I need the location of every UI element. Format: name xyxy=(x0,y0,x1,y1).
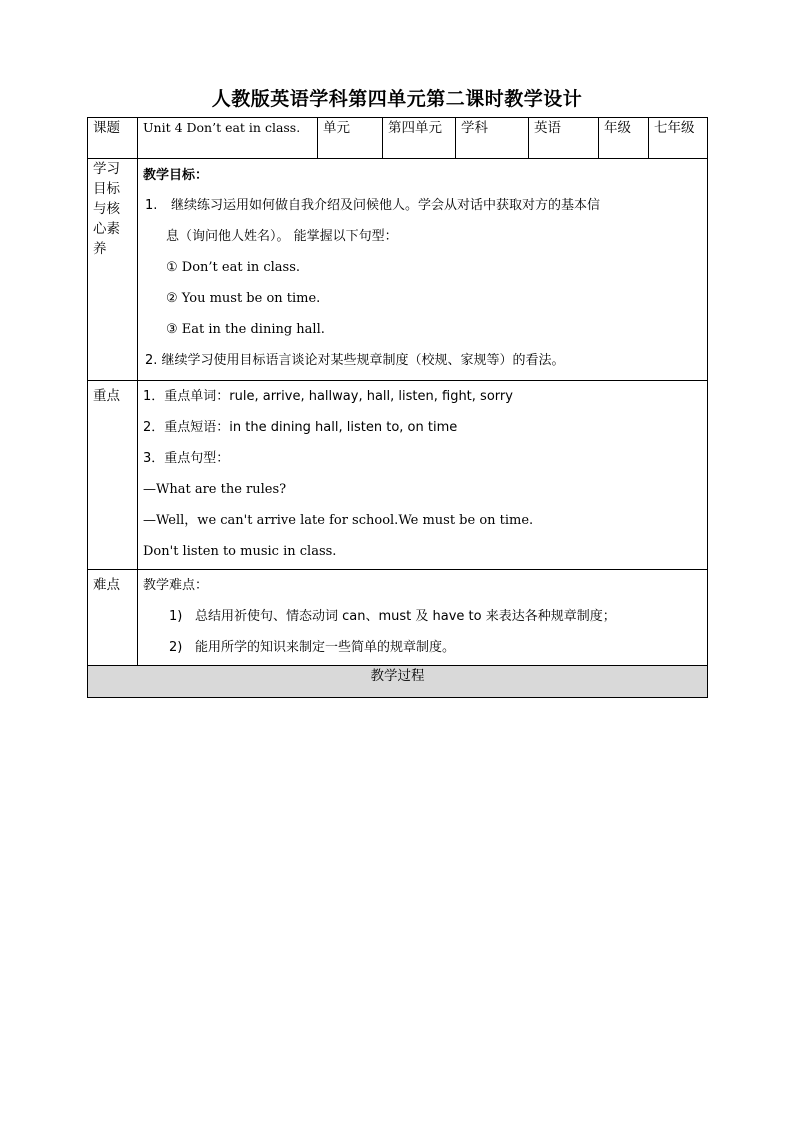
subject-label: 学科 xyxy=(456,118,529,159)
key-phrases: 2．重点短语：in the dining hall, listen to, on time xyxy=(143,420,458,435)
topic-value: Unit 4 Don’t eat in class. xyxy=(138,118,318,159)
target-sentence-2: ② You must be on time. xyxy=(166,291,321,306)
objective-item-1-number: 1. xyxy=(145,198,158,213)
key-points-label: 重点 xyxy=(88,381,138,570)
subject-value: 英语 xyxy=(529,118,599,159)
grade-value: 七年级 xyxy=(649,118,708,159)
objective-item-2: 2. 继续学习使用目标语言谈论对某些规章制度（校规、家规等）的看法。 xyxy=(145,353,565,368)
lesson-plan-table xyxy=(87,117,708,698)
key-points-row xyxy=(88,381,708,570)
header-row xyxy=(88,118,708,159)
key-sentence-3: Don't listen to music in class. xyxy=(143,544,337,559)
objective-item-1-line-2: 息（询问他人姓名）。 能掌握以下句型： xyxy=(166,229,398,244)
difficulties-content xyxy=(138,570,708,666)
difficulties-row xyxy=(88,570,708,666)
process-row xyxy=(88,666,708,698)
topic-label: 课题 xyxy=(88,118,138,159)
difficulties-label: 难点 xyxy=(88,570,138,666)
objectives-heading: 教学目标： xyxy=(143,168,209,183)
unit-label: 单元 xyxy=(318,118,383,159)
target-sentence-1: ① Don’t eat in class. xyxy=(166,260,301,275)
difficulties-heading: 教学难点： xyxy=(143,578,209,593)
difficulty-item-1: 1) 总结用祈使句、情态动词 can、must 及 have to 来表达各种规章制度； xyxy=(169,609,616,624)
target-sentence-3: ③ Eat in the dining hall. xyxy=(166,322,325,337)
difficulty-item-2: 2) 能用所学的知识来制定一些简单的规章制度。 xyxy=(169,640,456,655)
objectives-content xyxy=(138,159,708,381)
objectives-label: 学习目标与核心素养 xyxy=(88,159,138,381)
key-words: 1．重点单词：rule, arrive, hallway, hall, listen, fight, sorry xyxy=(143,389,513,404)
objectives-row xyxy=(88,159,708,381)
key-sentences-heading: 3．重点句型： xyxy=(143,451,230,466)
unit-value: 第四单元 xyxy=(383,118,456,159)
process-label: 教学过程 xyxy=(88,666,708,698)
key-sentence-2: —Well，we can't arrive late for school.We must be on time. xyxy=(143,513,534,528)
objective-item-1-line-1: 1. 继续练习运用如何做自我介绍及问候他人。学会从对话中获取对方的基本信 xyxy=(143,190,702,221)
key-points-content xyxy=(138,381,708,570)
key-sentence-1: —What are the rules? xyxy=(143,482,287,497)
document-title: 人教版英语学科第四单元第二课时教学设计 xyxy=(211,88,583,110)
grade-label: 年级 xyxy=(599,118,649,159)
